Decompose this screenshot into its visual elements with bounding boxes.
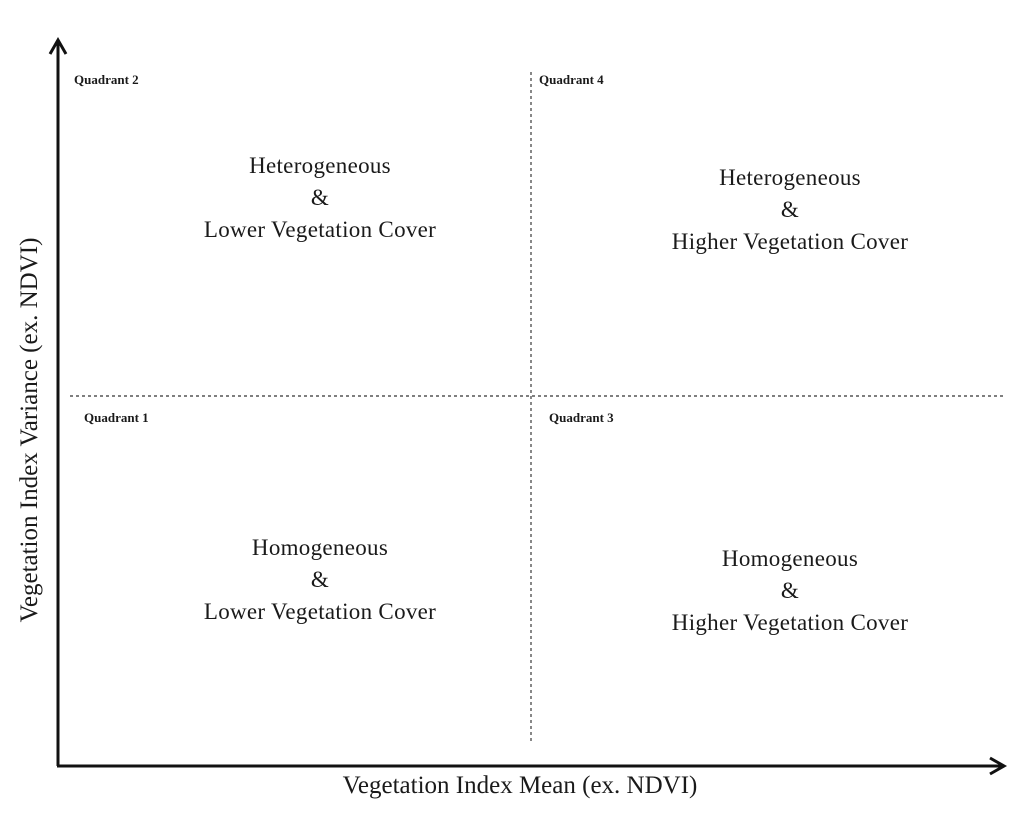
quadrant-2-label: Quadrant 2 bbox=[74, 72, 139, 87]
quadrant-4-line2: & bbox=[780, 197, 800, 222]
quadrant-3-line1: Homogeneous bbox=[721, 546, 859, 571]
quadrant-2-text bbox=[150, 150, 490, 246]
quadrant-2-line1: Heterogeneous bbox=[249, 153, 391, 178]
x-axis-label: Vegetation Index Mean (ex. NDVI) bbox=[342, 772, 698, 799]
quadrant-1-line1: Homogeneous bbox=[251, 535, 389, 560]
quadrant-1-label: Quadrant 1 bbox=[84, 410, 149, 425]
quadrant-4-line1: Heterogeneous bbox=[719, 165, 861, 190]
quadrant-1-line3: Lower Vegetation Cover bbox=[203, 599, 437, 624]
quadrant-3-line3: Higher Vegetation Cover bbox=[671, 610, 909, 635]
y-axis-label: Vegetation Index Variance (ex. NDVI) bbox=[16, 237, 43, 623]
quadrant-2-line2: & bbox=[310, 185, 330, 210]
quadrant-2-line3: Lower Vegetation Cover bbox=[203, 217, 437, 242]
quadrant-3-text bbox=[610, 543, 970, 639]
quadrant-4-text bbox=[610, 162, 970, 258]
quadrant-4-line3: Higher Vegetation Cover bbox=[671, 229, 909, 254]
quadrant-3-line2: & bbox=[780, 578, 800, 603]
quadrant-4-label: Quadrant 4 bbox=[539, 72, 604, 87]
quadrant-3-label: Quadrant 3 bbox=[549, 410, 614, 425]
quadrant-1-line2: & bbox=[310, 567, 330, 592]
quadrant-1-text bbox=[150, 532, 490, 628]
